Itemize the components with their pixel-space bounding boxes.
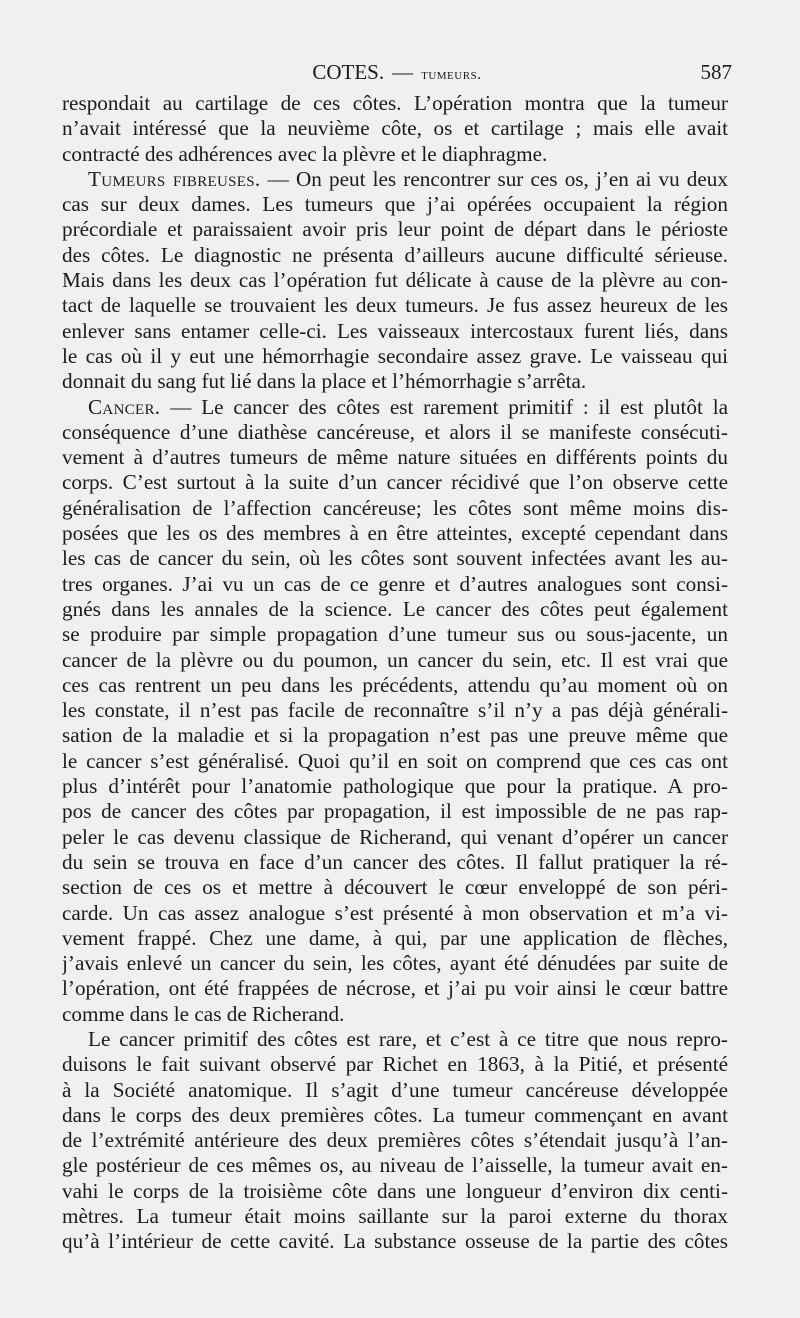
page-number: 587 bbox=[700, 60, 732, 84]
text-line bbox=[62, 142, 728, 167]
text-line bbox=[62, 1002, 728, 1027]
text-line bbox=[62, 395, 728, 420]
text-line bbox=[62, 1153, 728, 1178]
text-line bbox=[62, 293, 728, 318]
text-line bbox=[62, 1103, 728, 1128]
running-header bbox=[62, 56, 732, 88]
line-text: duisons le fait suivant observé par Richet en 1863, à la Pitié, et présenté bbox=[62, 1052, 728, 1077]
text-line bbox=[62, 799, 728, 824]
line-text: tres organes. J’ai vu un cas de ce genre et d’autres analogues sont consi- bbox=[62, 571, 728, 596]
text-line bbox=[62, 749, 728, 774]
line-text: qu’à l’intérieur de cette cavité. La substance osseuse de la partie des côtes bbox=[62, 1229, 728, 1254]
text-line bbox=[62, 268, 728, 293]
line-text: Mais dans les deux cas l’opération fut délicate à cause de la plèvre au con- bbox=[62, 268, 728, 293]
text-line bbox=[62, 825, 728, 850]
line-text: les constate, il n’est pas facile de reconnaître s’il n’y a pas déjà générali- bbox=[62, 698, 728, 723]
line-text: contracté des adhérences avec la plèvre et le diaphragme. bbox=[62, 141, 548, 166]
text-line bbox=[62, 673, 728, 698]
text-line bbox=[62, 976, 728, 1001]
line-text: à la Société anatomique. Il s’agit d’une tumeur cancéreuse développée bbox=[62, 1077, 728, 1102]
text-line bbox=[62, 1078, 728, 1103]
text-line bbox=[62, 698, 728, 723]
line-text: cas sur deux dames. Les tumeurs que j’ai opérées occupaient la région bbox=[62, 192, 728, 217]
line-text: vement à d’autres tumeurs de même nature situées en différents points du bbox=[62, 445, 728, 470]
line-text: tact de laquelle se trouvaient les deux tumeurs. Je fus assez heureux de les bbox=[62, 293, 728, 318]
text-line bbox=[62, 901, 728, 926]
line-text: vahi le corps de la troisième côte dans une longueur d’environ dix centi- bbox=[62, 1178, 728, 1203]
text-line bbox=[62, 648, 728, 673]
line-text: mètres. La tumeur était moins saillante sur la paroi externe du thorax bbox=[62, 1204, 728, 1229]
line-text: donnait du sang fut lié dans la place et l’hémorrhagie s’arrêta. bbox=[62, 369, 587, 394]
line-text: généralisation de l’affection cancéreuse; les côtes sont même moins dis- bbox=[62, 495, 728, 520]
text-line bbox=[62, 723, 728, 748]
text-line bbox=[62, 1128, 728, 1153]
line-text: Le cancer primitif des côtes est rare, et c’est à ce titre que nous repro- bbox=[88, 1026, 728, 1051]
text-line bbox=[62, 167, 728, 192]
line-text: peler le cas devenu classique de Richerand, qui venant d’opérer un cancer bbox=[62, 824, 728, 849]
line-text: se produire par simple propagation d’une tumeur sus ou sous-jacente, un bbox=[62, 622, 728, 647]
line-text: gnés dans les annales de la science. Le cancer des côtes peut également bbox=[62, 596, 728, 621]
header-dash: — bbox=[392, 60, 414, 84]
text-line bbox=[62, 875, 728, 900]
running-title bbox=[62, 60, 732, 85]
text-line bbox=[62, 926, 728, 951]
line-text: carde. Un cas assez analogue s’est présenté à mon observation et m’a vi- bbox=[62, 900, 728, 925]
text-line bbox=[62, 319, 728, 344]
text-line bbox=[62, 243, 728, 268]
text-line bbox=[62, 116, 728, 141]
line-text: — On peut les rencontrer sur ces os, j’en ai vu deux bbox=[260, 166, 728, 191]
line-text: comme dans le cas de Richerand. bbox=[62, 1001, 345, 1026]
line-text: des côtes. Le diagnostic ne présenta d’ailleurs aucune difficulté sérieuse. bbox=[62, 242, 728, 267]
text-line bbox=[62, 420, 728, 445]
line-text: — Le cancer des côtes est rarement primitif : il est plutôt la bbox=[160, 394, 728, 419]
line-text: de l’extrémité antérieure des deux premières côtes s’étendait jusqu’à l’an- bbox=[62, 1128, 728, 1153]
section-heading: Tumeurs fibreuses. bbox=[88, 166, 261, 191]
line-text: les cas de cancer du sein, où les côtes sont souvent infectées avant les au- bbox=[62, 546, 728, 571]
section-heading: Cancer. bbox=[88, 394, 161, 419]
body-text bbox=[62, 91, 728, 1255]
header-title: COTES. bbox=[312, 60, 385, 84]
text-line bbox=[62, 572, 728, 597]
text-line bbox=[62, 546, 728, 571]
line-text: n’avait intéressé que la neuvième côte, os et cartilage ; mais elle avait bbox=[62, 116, 728, 141]
line-text: posées que les os des membres à en être atteintes, excepté cependant dans bbox=[62, 521, 728, 546]
text-line bbox=[62, 344, 728, 369]
text-line bbox=[62, 1229, 728, 1254]
line-text: plus d’intérêt pour l’anatomie pathologique que pour la pratique. A pro- bbox=[62, 774, 728, 799]
line-text: vement frappé. Chez une dame, à qui, par une application de flèches, bbox=[62, 925, 728, 950]
line-text: l’opération, ont été frappées de nécrose, et j’ai pu voir ainsi le cœur battre bbox=[62, 976, 728, 1001]
line-text: le cas où il y eut une hémorrhagie secondaire assez grave. Le vaisseau qui bbox=[62, 343, 728, 368]
text-line bbox=[62, 217, 728, 242]
text-line bbox=[62, 470, 728, 495]
line-text: le cancer s’est généralisé. Quoi qu’il en soit on comprend que ces cas ont bbox=[62, 748, 728, 773]
line-text: ces cas rentrent un peu dans les précédents, attendu qu’au moment où on bbox=[62, 672, 728, 697]
header-subtitle: tumeurs. bbox=[421, 66, 482, 83]
line-text: pos de cancer des côtes par propagation, il est impossible de ne pas rap- bbox=[62, 799, 728, 824]
text-line bbox=[62, 1204, 728, 1229]
text-line bbox=[62, 1027, 728, 1052]
text-line bbox=[62, 951, 728, 976]
line-text: gle postérieur de ces mêmes os, au niveau de l’aisselle, la tumeur avait en- bbox=[62, 1153, 728, 1178]
text-line bbox=[62, 622, 728, 647]
text-line bbox=[62, 597, 728, 622]
text-line bbox=[62, 850, 728, 875]
line-text: corps. C’est surtout à la suite d’un cancer récidivé que l’on observe cette bbox=[62, 470, 728, 495]
line-text: dans le corps des deux premières côtes. La tumeur commençant en avant bbox=[62, 1102, 728, 1127]
line-text: conséquence d’une diathèse cancéreuse, et alors il se manifeste consécuti- bbox=[62, 419, 728, 444]
line-text: sation de la maladie et si la propagation n’est pas une preuve même que bbox=[62, 723, 728, 748]
text-line bbox=[62, 521, 728, 546]
line-text: du sein se trouva en face d’un cancer des côtes. Il fallut pratiquer la ré- bbox=[62, 849, 728, 874]
line-text: précordiale et paraissaient avoir pris leur point de départ dans le périoste bbox=[62, 217, 728, 242]
text-line bbox=[62, 496, 728, 521]
text-line bbox=[62, 1052, 728, 1077]
line-text: cancer de la plèvre ou du poumon, un cancer du sein, etc. Il est vrai que bbox=[62, 647, 728, 672]
line-text: section de ces os et mettre à découvert le cœur enveloppé de son péri- bbox=[62, 875, 728, 900]
line-text: enlever sans entamer celle-ci. Les vaisseaux intercostaux furent liés, dans bbox=[62, 318, 728, 343]
text-line bbox=[62, 1179, 728, 1204]
text-line bbox=[62, 192, 728, 217]
line-text: j’avais enlevé un cancer du sein, les côtes, ayant été dénudées par suite de bbox=[62, 951, 728, 976]
text-line bbox=[62, 774, 728, 799]
text-line bbox=[62, 445, 728, 470]
text-line bbox=[62, 369, 728, 394]
text-line bbox=[62, 91, 728, 116]
line-text: respondait au cartilage de ces côtes. L’opération montra que la tumeur bbox=[62, 91, 728, 115]
